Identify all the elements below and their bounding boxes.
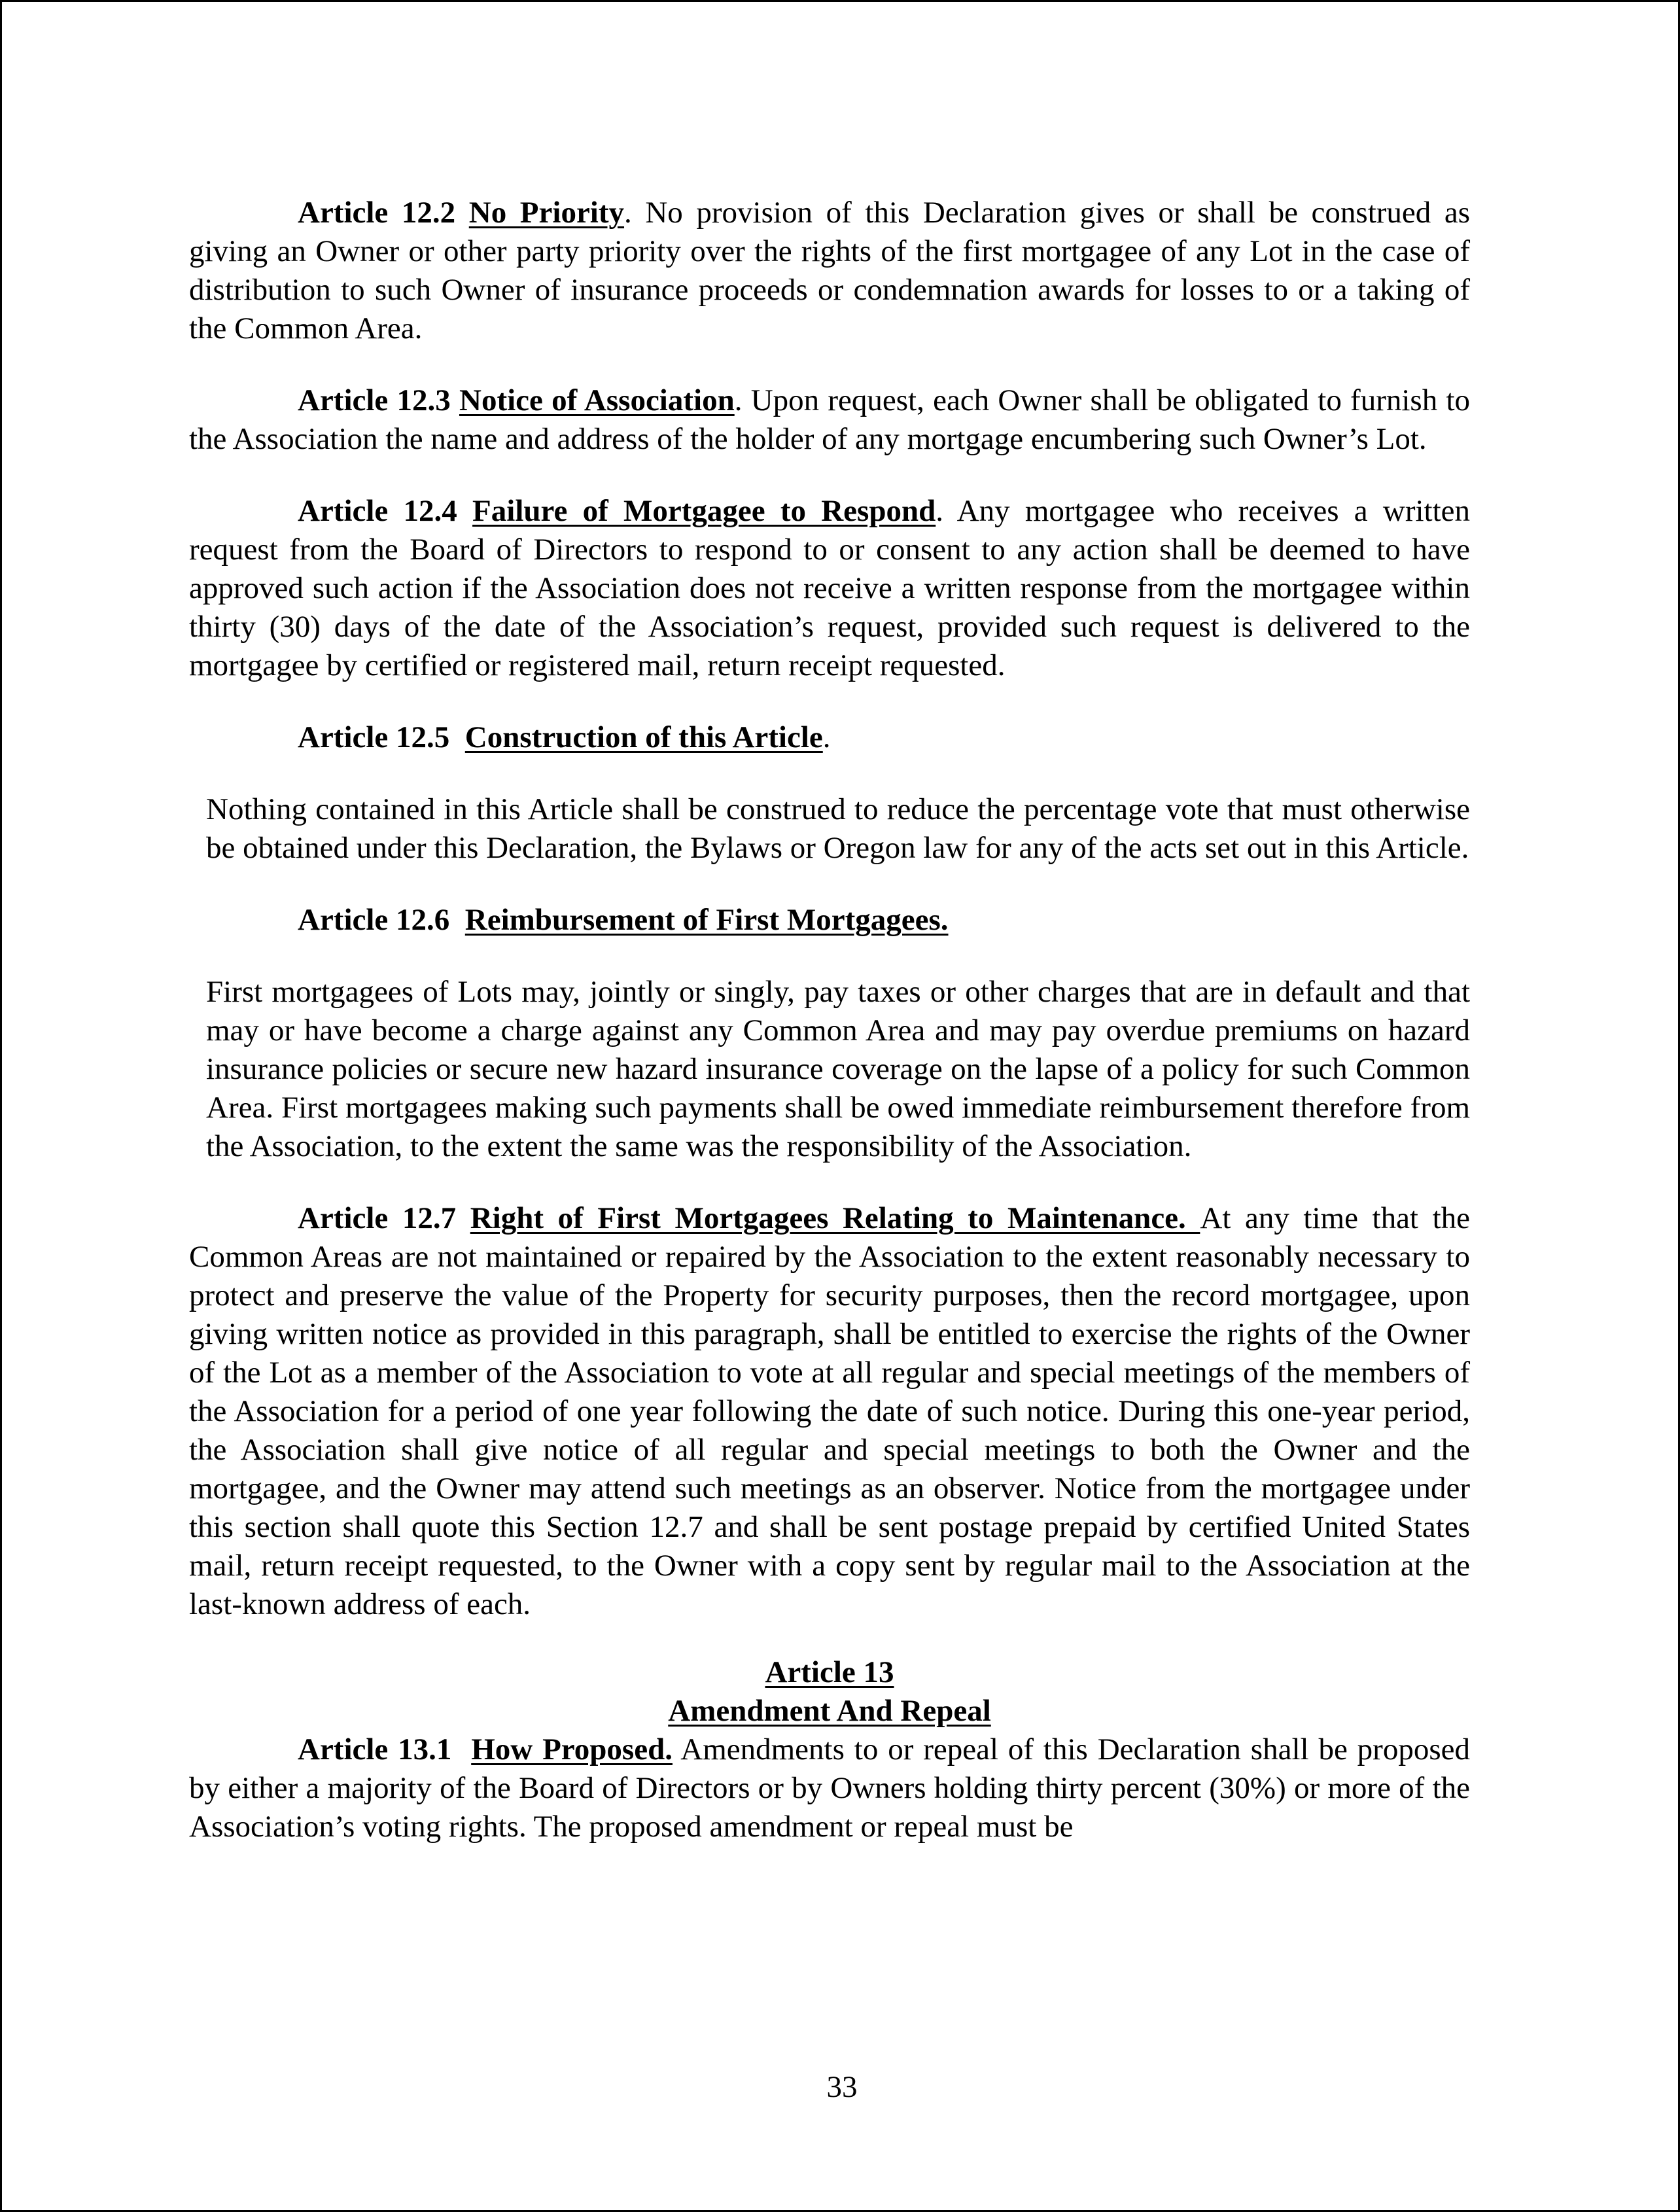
- article-12-5-body: Nothing contained in this Article shall be construed to reduce the percentage vote that must otherwise be obtained under this Declaration, the Bylaws or Oregon law for any of the acts set out in this Article.: [206, 792, 1470, 865]
- article-number: Article 12.2: [298, 196, 456, 230]
- article-12-6-heading: [189, 901, 1470, 939]
- article-12-6-body: First mortgagees of Lots may, jointly or singly, pay taxes or other charges that are in default and that may or have become a charge against any Common Area and may pay overdue premiums on hazard insurance policies or secure new hazard insurance coverage on the lapse of a policy for such Common Area. First mortgagees making such payments shall be owed immediate reimbursement therefore from the Association, to the extent the same was the responsibility of the Association.: [206, 975, 1470, 1163]
- article-text: . Upon request, each Owner shall be obligated to furnish to the Association the name and address of the holder of any mortgage encumbering such Owner’s Lot.: [189, 383, 1470, 456]
- article-title: How Proposed.: [471, 1732, 673, 1766]
- article-12-7: [189, 1199, 1470, 1624]
- article-text: Amendments to or repeal of this Declaration shall be proposed by either a majority of the Board of Directors or by Owners holding thirty percent (30%) or more of the Association’s voting rights. The proposed amendment or repeal must be: [189, 1732, 1470, 1844]
- article-text: At any time that the Common Areas are not maintained or repaired by the Association to the extent reasonably necessary to protect and preserve the value of the Property for security purposes, then the record mortgagee, upon giving written notice as provided in this paragraph, shall be entitled to exercise the rights of the Owner of the Lot as a member of the Association to vote at all regular and special meetings of the members of the Association for a period of one year following the date of such notice. During this one-year period, the Association shall give notice of all regular and special meetings to both the Owner and the mortgagee, and the Owner may attend such meetings as an observer. Notice from the mortgagee under this section shall quote this Section 12.7 and shall be sent postage prepaid by certified United States mail, return receipt requested, to the Owner with a copy sent by regular mail to the Association at the last-known address of each.: [189, 1201, 1470, 1621]
- article-title: Construction of this Article: [464, 720, 823, 754]
- article-number: Article 12.6: [298, 903, 450, 937]
- article-title: Reimbursement of First Mortgagees.: [464, 903, 949, 937]
- article-13-heading: Article 13: [765, 1655, 894, 1689]
- article-12-2: [189, 194, 1470, 348]
- article-text: . Any mortgagee who receives a written request from the Board of Directors to respond to or consent to any action shall be deemed to have approved such action if the Association does not receive a written response from the mortgagee within thirty (30) days of the date of the Association’s request, provided such request is delivered to the mortgagee by certified or registered mail, return receipt requested.: [189, 494, 1471, 682]
- article-13-1: [189, 1730, 1470, 1846]
- article-number: Article 13.1: [298, 1732, 452, 1766]
- article-13-subheading: Amendment And Repeal: [668, 1694, 991, 1728]
- article-number: Article 12.3: [298, 383, 451, 417]
- article-title: Failure of Mortgagee to Respond: [472, 494, 936, 528]
- article-title: No Priority: [468, 196, 625, 230]
- article-12-4: [189, 492, 1470, 685]
- article-title: Right of First Mortgagees Relating to Maintenance.: [470, 1201, 1200, 1235]
- article-number: Article 12.4: [298, 494, 457, 528]
- document-body: [189, 194, 1470, 1846]
- article-text: . No provision of this Declaration gives or shall be construed as giving an Owner or other party priority over the rights of the first mortgagee of any Lot in the case of distribution to such Owner of insurance proceeds or condemnation awards for losses to or a taking of the Common Area.: [189, 196, 1471, 345]
- article-number: Article 12.7: [298, 1201, 457, 1235]
- article-12-5-heading: [189, 718, 1470, 757]
- page-number: 33: [826, 2070, 858, 2104]
- article-number: Article 12.5: [298, 720, 450, 754]
- article-title: Notice of Association: [459, 383, 735, 417]
- article-12-3: [189, 381, 1470, 459]
- heading-trail: .: [822, 720, 831, 754]
